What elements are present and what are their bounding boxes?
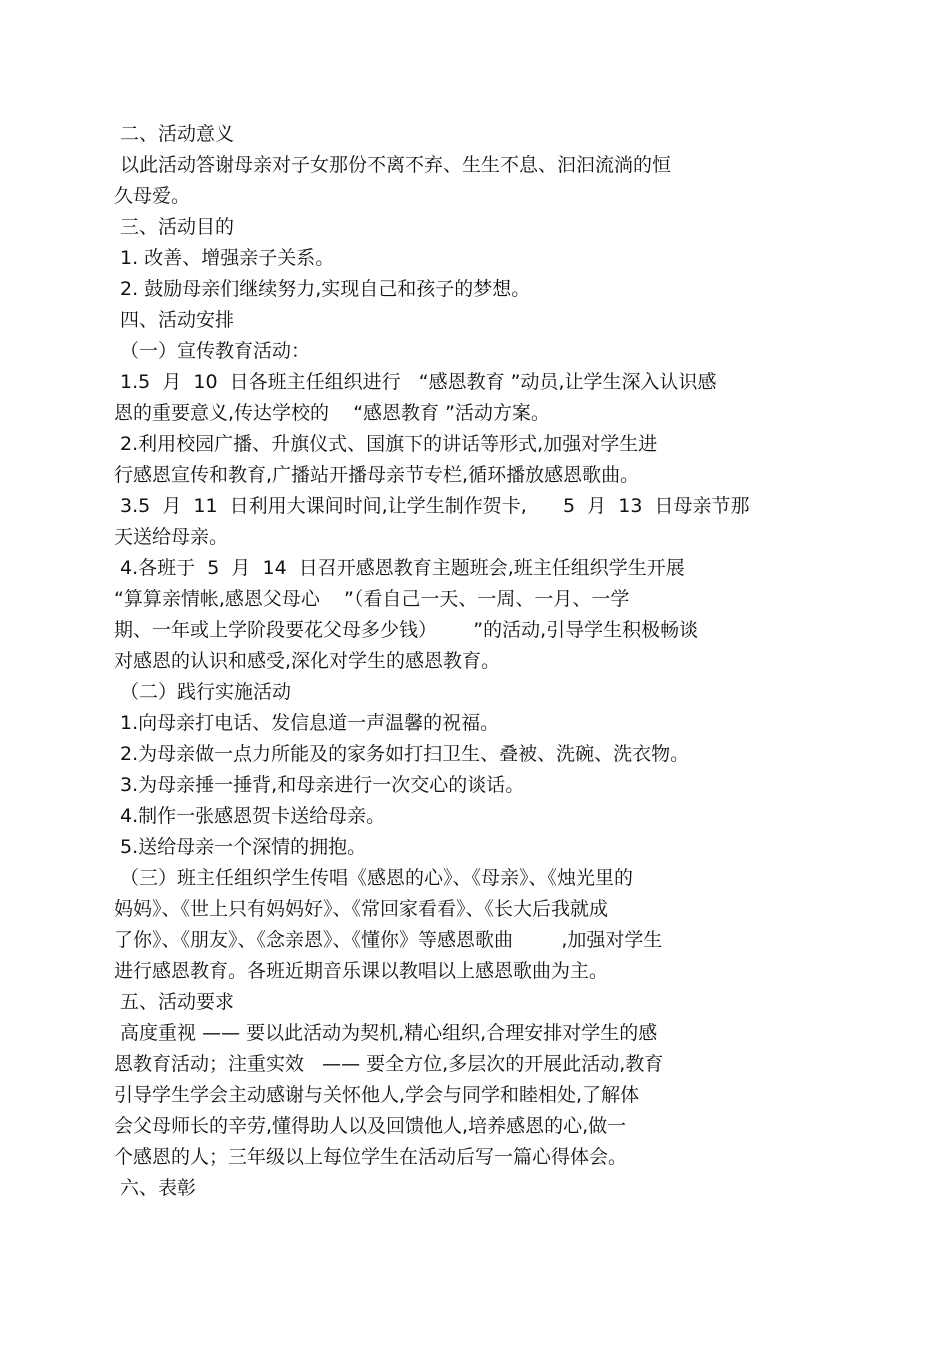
paragraph-line: 了你》、《朋友》、《念亲恩》、《懂你》等感恩歌曲 ,加强对学生 [114, 929, 663, 951]
list-item: 4.各班于 5 月 14 日召开感恩教育主题班会,班主任组织学生开展 [114, 557, 685, 579]
paragraph-line: “算算亲情帐,感恩父母心 ”（看自己一天、一周、一月、一学 [114, 588, 630, 610]
list-item: 2.利用校园广播、升旗仪式、国旗下的讲话等形式,加强对学生进 [114, 433, 658, 455]
paragraph-line: 恩教育活动；注重实效 —— 要全方位,多层次的开展此活动,教育 [114, 1053, 664, 1075]
paragraph-line: 恩的重要意义,传达学校的 “感恩教育 ”活动方案。 [114, 402, 550, 424]
list-item: 3.为母亲捶一捶背,和母亲进行一次交心的谈话。 [114, 774, 525, 796]
subsection-heading-practice: （二）践行实施活动 [114, 681, 292, 703]
list-item: 4.制作一张感恩贺卡送给母亲。 [114, 805, 386, 827]
paragraph-line: 会父母师长的辛劳,懂得助人以及回馈他人,培养感恩的心,做一 [114, 1115, 627, 1137]
paragraph-line: 个感恩的人；三年级以上每位学生在活动后写一篇心得体会。 [114, 1146, 628, 1168]
paragraph-line: 高度重视 —— 要以此活动为契机,精心组织,合理安排对学生的感 [114, 1022, 658, 1044]
paragraph-line: 天送给母亲。 [114, 526, 229, 548]
paragraph-line: 行感恩宣传和教育,广播站开播母亲节专栏,循环播放感恩歌曲。 [114, 464, 640, 486]
paragraph-line: 引导学生学会主动感谢与关怀他人,学会与同学和睦相处,了解体 [114, 1084, 640, 1106]
section-heading-commendation: 六、表彰 [114, 1177, 197, 1199]
paragraph-line: 以此活动答谢母亲对子女那份不离不弃、生生不息、汩汩流淌的恒 [114, 154, 672, 176]
section-heading-purpose: 三、活动目的 [114, 216, 235, 238]
paragraph-line: 久母爱。 [114, 185, 191, 207]
paragraph-line: 妈妈》、《世上只有妈妈好》、《常回家看看》、《长大后我就成 [114, 898, 609, 920]
list-item: 1. 改善、增强亲子关系。 [114, 247, 335, 269]
list-item: 1.5 月 10 日各班主任组织进行 “感恩教育 ”动员,让学生深入认识感 [114, 371, 717, 393]
document-body [114, 119, 834, 1204]
subsection-heading-songs: （三）班主任组织学生传唱《感恩的心》、《母亲》、《烛光里的 [114, 867, 634, 889]
list-item: 2. 鼓励母亲们继续努力,实现自己和孩子的梦想。 [114, 278, 531, 300]
paragraph-line: 期、一年或上学阶段要花父母多少钱） ”的活动,引导学生积极畅谈 [114, 619, 699, 641]
list-item: 2.为母亲做一点力所能及的家务如打扫卫生、叠被、洗碗、洗衣物。 [114, 743, 690, 765]
paragraph-line: 对感恩的认识和感受,深化对学生的感恩教育。 [114, 650, 501, 672]
list-item: 5.送给母亲一个深情的拥抱。 [114, 836, 367, 858]
paragraph-line: 进行感恩教育。各班近期音乐课以教唱以上感恩歌曲为主。 [114, 960, 609, 982]
subsection-heading-publicity: （一）宣传教育活动： [114, 340, 311, 362]
list-item: 3.5 月 11 日利用大课间时间,让学生制作贺卡, 5 月 13 日母亲节那 [114, 495, 750, 517]
section-heading-requirements: 五、活动要求 [114, 991, 235, 1013]
list-item: 1.向母亲打电话、发信息道一声温馨的祝福。 [114, 712, 500, 734]
section-heading-significance: 二、活动意义 [114, 123, 235, 145]
section-heading-arrangement: 四、活动安排 [114, 309, 235, 331]
